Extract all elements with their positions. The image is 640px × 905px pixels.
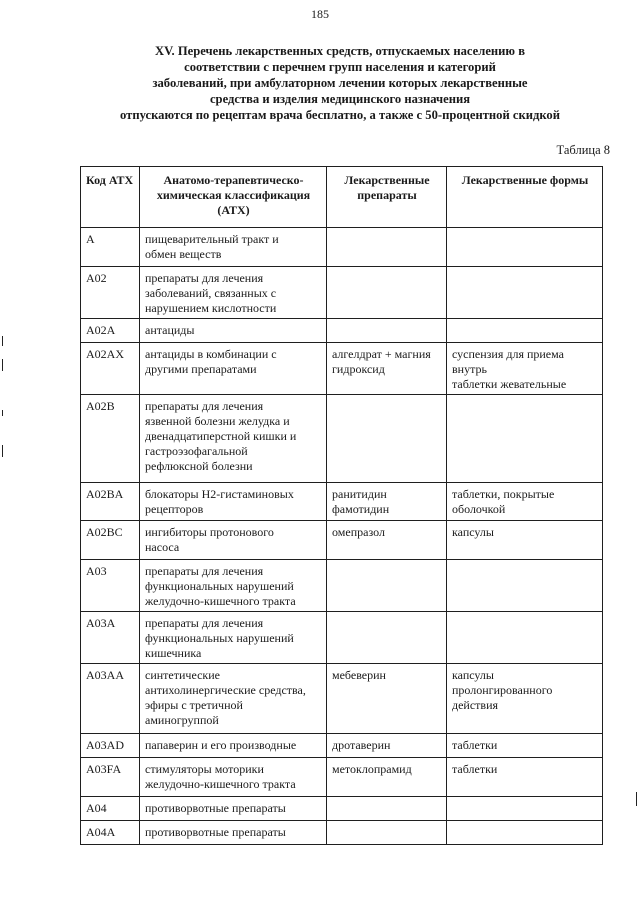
forms-cell [447, 521, 603, 560]
cell-text-line: папаверин и его производные [145, 738, 297, 752]
cell-text-line: пролонгированного [452, 683, 553, 697]
cell-text-line: аминогруппой [145, 713, 219, 727]
cell-text-line: противорвотные препараты [145, 801, 286, 815]
drugs-cell [327, 734, 447, 758]
atc-code-cell: A03AA [81, 664, 140, 734]
drugs-cell [327, 560, 447, 612]
drugs-cell [327, 319, 447, 343]
drugs-cell [327, 395, 447, 483]
atc-code-cell: A03FA [81, 758, 140, 797]
cell-text-line: противорвотные препараты [145, 825, 286, 839]
cell-text-line: заболеваний, связанных с [145, 286, 277, 300]
header-forms: Лекарственные формы [447, 167, 603, 228]
cell-text-line: обмен веществ [145, 247, 222, 261]
header-code-atc: Код АТХ [81, 167, 140, 228]
classification-cell [140, 664, 327, 734]
table-row [81, 343, 603, 395]
forms-cell [447, 612, 603, 664]
drugs-cell [327, 821, 447, 845]
heading-line: XV. Перечень лекарственных средств, отпускаемых населению в [154, 44, 526, 58]
table-row [81, 797, 603, 821]
table-row [81, 758, 603, 797]
cell-text-line: капсулы [452, 668, 494, 682]
scan-mark [2, 336, 3, 346]
cell-text-line: антациды в комбинации с [145, 347, 277, 361]
cell-text-line: нарушением кислотности [145, 301, 277, 315]
drugs-cell [327, 664, 447, 734]
atc-code-cell: A02 [81, 267, 140, 319]
classification-cell [140, 228, 327, 267]
cell-text-line: алгелдрат + магния [332, 347, 431, 361]
page-number: 185 [311, 7, 329, 21]
cell-text-line: другими препаратами [145, 362, 257, 376]
atc-code-cell: A [81, 228, 140, 267]
cell-text-line: таблетки [452, 762, 498, 776]
drugs-cell [327, 612, 447, 664]
cell-text-line: суспензия для приема [452, 347, 564, 361]
classification-cell [140, 343, 327, 395]
table-header-row [81, 167, 603, 228]
heading-line: отпускаются по рецептам врача бесплатно, а также с 50-процентной скидкой [120, 108, 560, 122]
drugs-cell [327, 343, 447, 395]
cell-text-line: препараты для лечения [145, 271, 264, 285]
cell-text-line: пищеварительный тракт и [145, 232, 279, 246]
classification-cell [140, 267, 327, 319]
forms-cell [447, 267, 603, 319]
atc-drug-table [80, 166, 603, 845]
table-row [81, 664, 603, 734]
table-caption: Таблица 8 [556, 143, 610, 157]
table-body [81, 228, 603, 845]
forms-cell [447, 560, 603, 612]
atc-code-cell: A04 [81, 797, 140, 821]
table-row [81, 821, 603, 845]
cell-text-line: таблетки жевательные [452, 377, 567, 391]
cell-text-line: таблетки [452, 738, 498, 752]
table-row [81, 395, 603, 483]
cell-text-line: антациды [145, 323, 195, 337]
classification-cell [140, 483, 327, 521]
cell-text-line: метоклопрамид [332, 762, 412, 776]
cell-text-line: функциональных нарушений [145, 631, 294, 645]
forms-cell [447, 483, 603, 521]
classification-cell [140, 797, 327, 821]
header-drugs: Лекарственные препараты [327, 167, 447, 228]
cell-text-line: блокаторы H2-гистаминовых [145, 487, 294, 501]
cell-text-line: препараты для лечения [145, 616, 264, 630]
cell-text-line: желудочно-кишечного тракта [145, 594, 296, 608]
cell-text-line: желудочно-кишечного тракта [145, 777, 296, 791]
heading-line: соответствии с перечнем групп населения и категорий [184, 60, 496, 74]
document-heading [80, 43, 600, 123]
cell-text-line: оболочкой [452, 502, 506, 516]
atc-code-cell: A04A [81, 821, 140, 845]
cell-text-line: гидроксид [332, 362, 385, 376]
classification-cell [140, 560, 327, 612]
drugs-cell [327, 228, 447, 267]
heading-line: заболеваний, при амбулаторном лечении которых лекарственные [152, 76, 528, 90]
classification-cell [140, 612, 327, 664]
cell-text-line: функциональных нарушений [145, 579, 294, 593]
forms-cell [447, 821, 603, 845]
forms-cell [447, 395, 603, 483]
atc-code-cell: A03 [81, 560, 140, 612]
cell-text-line: действия [452, 698, 499, 712]
scan-mark [2, 359, 3, 371]
classification-cell [140, 319, 327, 343]
scan-mark [2, 445, 3, 457]
cell-text-line: препараты для лечения [145, 399, 264, 413]
table-row [81, 612, 603, 664]
atc-code-cell: A03AD [81, 734, 140, 758]
cell-text-line: ингибиторы протонового [145, 525, 274, 539]
table-row [81, 734, 603, 758]
forms-cell [447, 734, 603, 758]
cell-text-line: синтетические [145, 668, 220, 682]
classification-cell [140, 821, 327, 845]
cell-text-line: кишечника [145, 646, 202, 660]
classification-cell [140, 758, 327, 797]
cell-text-line: дротаверин [332, 738, 391, 752]
scan-mark [636, 792, 637, 806]
cell-text-line: мебеверин [332, 668, 386, 682]
forms-cell [447, 664, 603, 734]
cell-text-line: омепразол [332, 525, 385, 539]
forms-cell [447, 319, 603, 343]
table-row [81, 228, 603, 267]
atc-code-cell: A02BC [81, 521, 140, 560]
cell-text-line: препараты для лечения [145, 564, 264, 578]
classification-cell [140, 734, 327, 758]
cell-text-line: стимуляторы моторики [145, 762, 264, 776]
classification-cell [140, 395, 327, 483]
atc-code-cell: A03A [81, 612, 140, 664]
atc-code-cell: A02B [81, 395, 140, 483]
cell-text-line: насоса [145, 540, 180, 554]
cell-text-line: двенадцатиперстной кишки и [145, 429, 297, 443]
forms-cell [447, 343, 603, 395]
header-classification: Анатомо-терапевтическо- химическая классификация (АТХ) [140, 167, 327, 228]
drugs-cell [327, 521, 447, 560]
classification-cell [140, 521, 327, 560]
cell-text-line: ранитидин [332, 487, 387, 501]
atc-code-cell: A02A [81, 319, 140, 343]
table-row [81, 560, 603, 612]
forms-cell [447, 228, 603, 267]
drugs-cell [327, 797, 447, 821]
forms-cell [447, 758, 603, 797]
cell-text-line: внутрь [452, 362, 487, 376]
cell-text-line: таблетки, покрытые [452, 487, 555, 501]
forms-cell [447, 797, 603, 821]
scan-mark [2, 410, 3, 416]
drugs-cell [327, 758, 447, 797]
atc-code-cell: A02BA [81, 483, 140, 521]
cell-text-line: рефлюксной болезни [145, 459, 253, 473]
cell-text-line: язвенной болезни желудка и [145, 414, 290, 428]
cell-text-line: эфиры с третичной [145, 698, 243, 712]
cell-text-line: антихолинергические средства, [145, 683, 306, 697]
table-row [81, 483, 603, 521]
table-row [81, 319, 603, 343]
table-row [81, 267, 603, 319]
cell-text-line: рецепторов [145, 502, 204, 516]
table-row [81, 521, 603, 560]
atc-code-cell: A02AX [81, 343, 140, 395]
drugs-cell [327, 267, 447, 319]
drugs-cell [327, 483, 447, 521]
cell-text-line: гастроэзофагальной [145, 444, 248, 458]
cell-text-line: фамотидин [332, 502, 390, 516]
heading-line: средства и изделия медицинского назначения [209, 92, 471, 106]
cell-text-line: капсулы [452, 525, 494, 539]
